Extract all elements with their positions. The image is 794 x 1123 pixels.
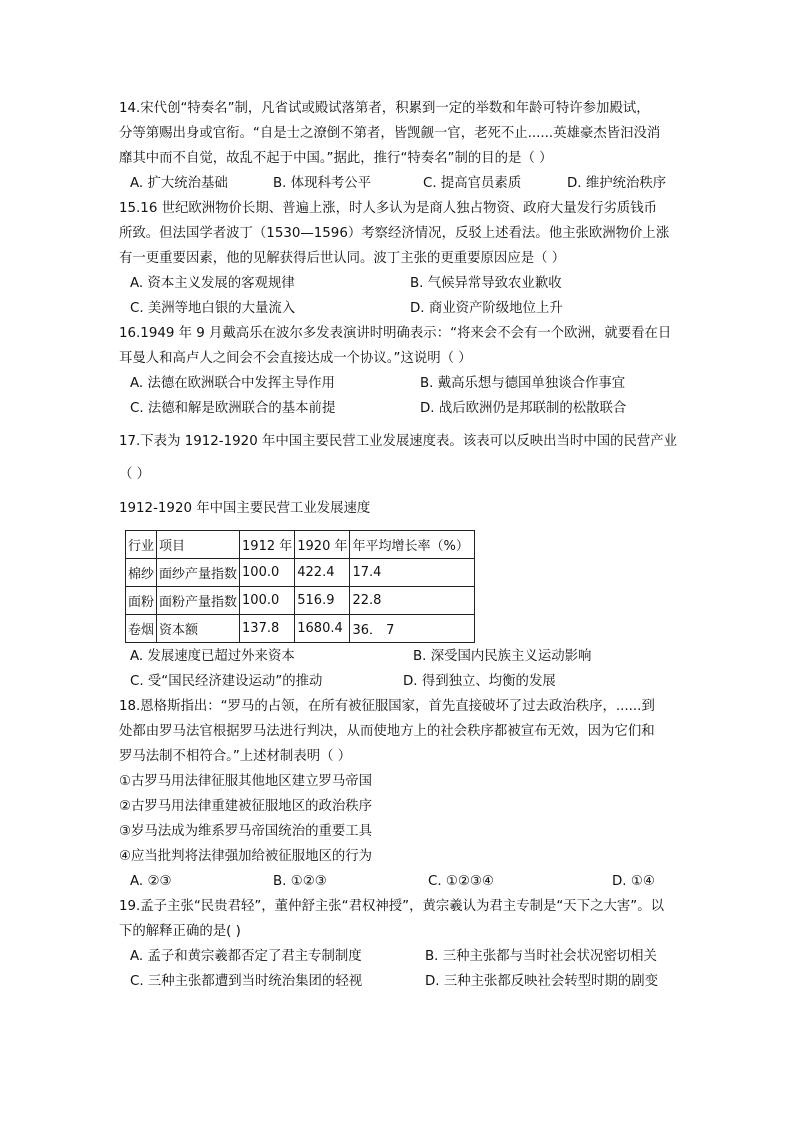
q14-option-d: D. 维护统治秩序 <box>567 176 667 191</box>
table-cell: 516.9 <box>295 587 350 615</box>
table-row <box>126 559 475 587</box>
question-16-line-2: 耳曼人和高卢人之间会不会直接达成一个协议。”这说明（ ） <box>119 351 472 366</box>
industry-growth-table <box>125 530 475 643</box>
q15-option-a: A. 资本主义发展的客观规律 <box>130 276 295 291</box>
table-header-cell: 行业 <box>126 531 157 559</box>
table-header-cell: 1912 年 <box>240 531 295 559</box>
q19-option-c: C. 三种主张都遭到当时统治集团的轻视 <box>130 974 363 989</box>
table-header-cell: 项目 <box>157 531 240 559</box>
table-cell: 面纱产量指数 <box>157 559 240 587</box>
question-18-line-3: 罗马法制不相符合。”上述材制表明（ ） <box>119 749 352 764</box>
q15-option-c: C. 美洲等地白银的大量流入 <box>130 301 296 316</box>
question-18-line-2: 处都由罗马法官根据罗马法进行判决，从而使地方上的社会秩序都被宣布无效，因为它们和 <box>119 724 655 739</box>
q18-statement-4: ④应当批判将法律强加给被征服地区的行为 <box>119 849 373 864</box>
question-15-line-3: 有一更重要因素，他的见解获得后世认同。波丁主张的更重要原因应是（ ） <box>119 251 566 266</box>
question-14-line-3: 靡其中而不自觉，故乱不起于中国。”据此，推行“特奏名”制的目的是（ ） <box>119 151 553 166</box>
q16-option-d: D. 战后欧洲仍是邦联制的松散联合 <box>420 401 627 416</box>
q18-option-d: D. ①④ <box>612 874 655 889</box>
table-cell: 100.0 <box>240 587 295 615</box>
table-cell: 面粉 <box>126 587 157 615</box>
table-cell: 1680.4 <box>295 615 350 643</box>
q17-option-b: B. 深受国内民族主义运动影响 <box>413 649 592 664</box>
question-19-line-1: 19.孟子主张“民贵君轻”，董仲舒主张“君权神授”，黄宗羲认为君主专制是“天下之大害”。以 <box>119 899 664 914</box>
q16-option-c: C. 法德和解是欧洲联合的基本前提 <box>130 401 336 416</box>
question-14-line-2: 分等第赐出身或官衔。“自是士之潦倒不第者，皆觊觎一官，老死不止......英雄豪杰皆汩没消 <box>119 126 661 141</box>
q14-option-a: A. 扩大统治基础 <box>130 176 228 191</box>
table-cell: 面粉产量指数 <box>157 587 240 615</box>
question-19-line-2: 下的解释正确的是( ) <box>119 924 241 939</box>
q18-option-c: C. ①②③④ <box>428 874 494 889</box>
table-cell: 36． 7 <box>350 615 475 643</box>
table-row <box>126 587 475 615</box>
q15-option-d: D. 商业资产阶级地位上升 <box>410 301 563 316</box>
question-17-line-2: （ ） <box>119 467 151 482</box>
table-cell: 422.4 <box>295 559 350 587</box>
question-15-line-2: 所致。但法国学者波丁（1530—1596）考察经济情况，反驳上述看法。他主张欧洲物价上涨 <box>119 226 670 241</box>
table-header-cell: 1920 年 <box>295 531 350 559</box>
table-cell: 100.0 <box>240 559 295 587</box>
table-cell: 17.4 <box>350 559 475 587</box>
table-cell: 137.8 <box>240 615 295 643</box>
table-cell: 资本额 <box>157 615 240 643</box>
q17-option-a: A. 发展速度已超过外来资本 <box>130 649 295 664</box>
q18-statement-1: ①古罗马用法律征服其他地区建立罗马帝国 <box>119 774 373 789</box>
table-row <box>126 615 475 643</box>
q14-option-b: B. 体现科考公平 <box>273 176 372 191</box>
q18-statement-2: ②古罗马用法律重建被征服地区的政治秩序 <box>119 799 373 814</box>
question-18-line-1: 18.恩格斯指出：“罗马的占领，在所有被征服国家，首先直接破坏了过去政治秩序，......到 <box>119 699 655 714</box>
question-14-line-1: 14.宋代创“特奏名”制，凡省试或殿试落第者，积累到一定的举数和年龄可特许参加殿试， <box>119 101 650 116</box>
table-header-row <box>126 531 475 559</box>
q19-option-d: D. 三种主张都反映社会转型时期的剧变 <box>425 974 659 989</box>
q19-option-a: A. 孟子和黄宗羲都否定了君主专制制度 <box>130 949 362 964</box>
q15-option-b: B. 气候异常导致农业歉收 <box>410 276 562 291</box>
table-header-cell: 年平均增长率（%） <box>350 531 475 559</box>
q16-option-a: A. 法德在欧洲联合中发挥主导作用 <box>130 376 335 391</box>
table-cell: 棉纱 <box>126 559 157 587</box>
question-16-line-1: 16.1949 年 9 月戴高乐在波尔多发表演讲时明确表示：“将来会不会有一个欧洲，就要看在日 <box>119 326 672 341</box>
table-cell: 卷烟 <box>126 615 157 643</box>
q18-statement-3: ③岁马法成为维系罗马帝国统治的重要工具 <box>119 824 373 839</box>
question-17-line-1: 17.下表为 1912-1920 年中国主要民营工业发展速度表。该表可以反映出当时中国的民营产业 <box>119 434 678 449</box>
q17-option-c: C. 受“国民经济建设运动”的推动 <box>130 674 323 689</box>
question-15-line-1: 15.16 世纪欧洲物价长期、普遍上涨，时人多认为是商人独占物资、政府大量发行劣质钱币 <box>119 201 658 216</box>
q16-option-b: B. 戴高乐想与德国单独谈合作事宜 <box>420 376 626 391</box>
table-cell: 22.8 <box>350 587 475 615</box>
q17-option-d: D. 得到独立、均衡的发展 <box>403 674 556 689</box>
q18-option-a: A. ②③ <box>130 874 172 889</box>
q14-option-c: C. 提高官员素质 <box>423 176 522 191</box>
q19-option-b: B. 三种主张都与当时社会状况密切相关 <box>425 949 657 964</box>
q18-option-b: B. ①②③ <box>273 874 327 889</box>
table-title: 1912-1920 年中国主要民营工业发展速度 <box>119 501 371 516</box>
